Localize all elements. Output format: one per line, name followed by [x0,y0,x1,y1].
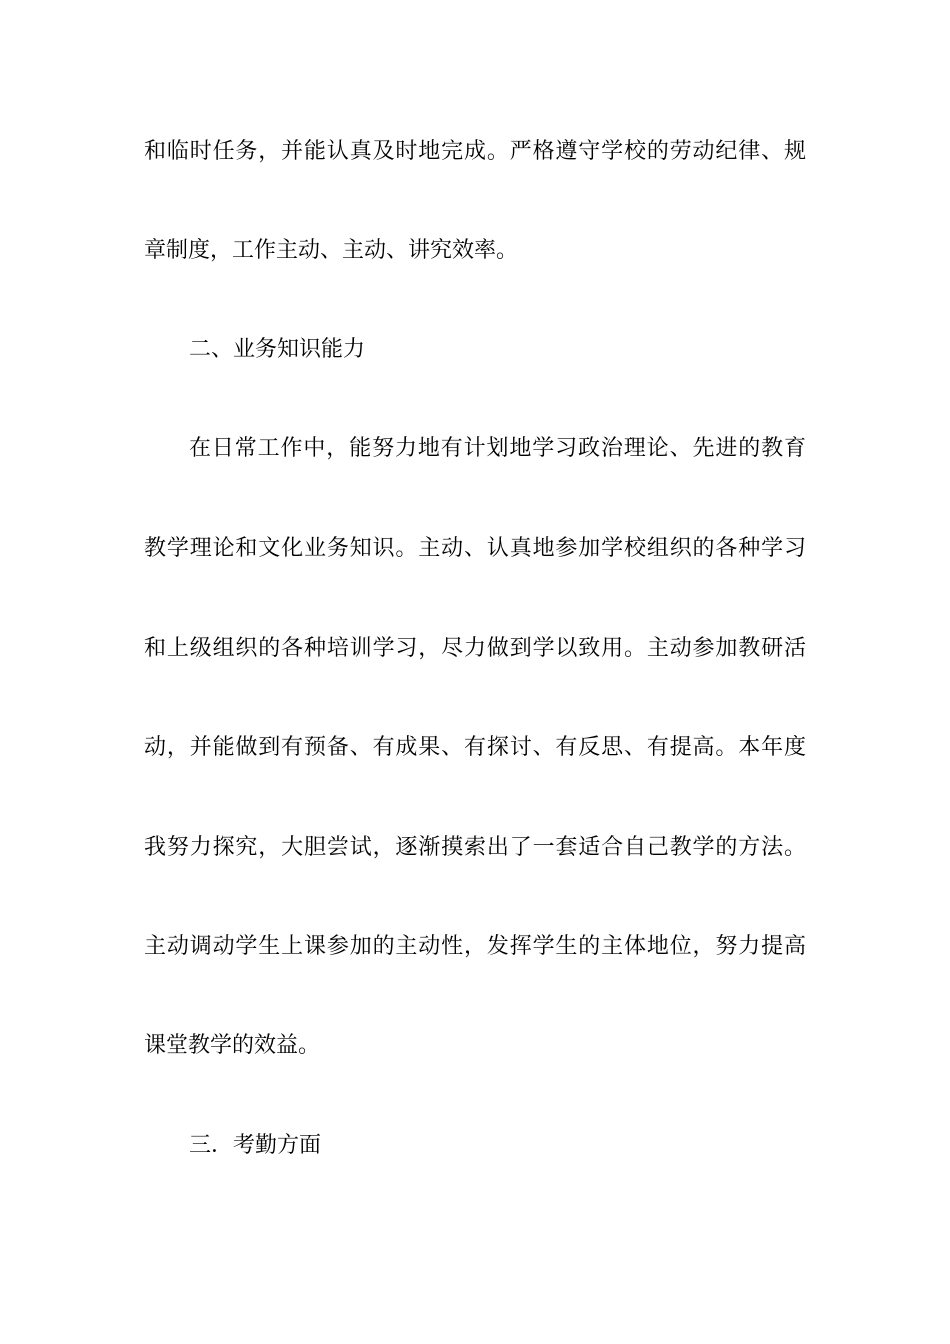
paragraph-line-7: 我努力探究，大胆尝试，逐渐摸索出了一套适合自己教学的方法。 [144,835,806,860]
section-heading-3: 三．考勤方面 [189,1133,322,1158]
paragraph-line-3: 在日常工作中，能努力地有计划地学习政治理论、先进的教育 [189,436,806,461]
paragraph-line-9: 课堂教学的效益。 [144,1033,321,1058]
paragraph-line-4: 教学理论和文化业务知识。主动、认真地参加学校组织的各种学习 [144,536,806,561]
paragraph-line-8: 主动调动学生上课参加的主动性，发挥学生的主体地位，努力提高 [144,934,806,959]
paragraph-line-2: 章制度，工作主动、主动、讲究效率。 [144,238,519,263]
paragraph-line-1: 和临时任务，并能认真及时地完成。严格遵守学校的劳动纪律、规 [144,139,806,164]
paragraph-line-5: 和上级组织的各种培训学习，尽力做到学以致用。主动参加教研活 [144,636,806,661]
section-heading-2: 二、业务知识能力 [189,337,366,362]
paragraph-line-6: 动，并能做到有预备、有成果、有探讨、有反思、有提高。本年度 [144,735,806,760]
